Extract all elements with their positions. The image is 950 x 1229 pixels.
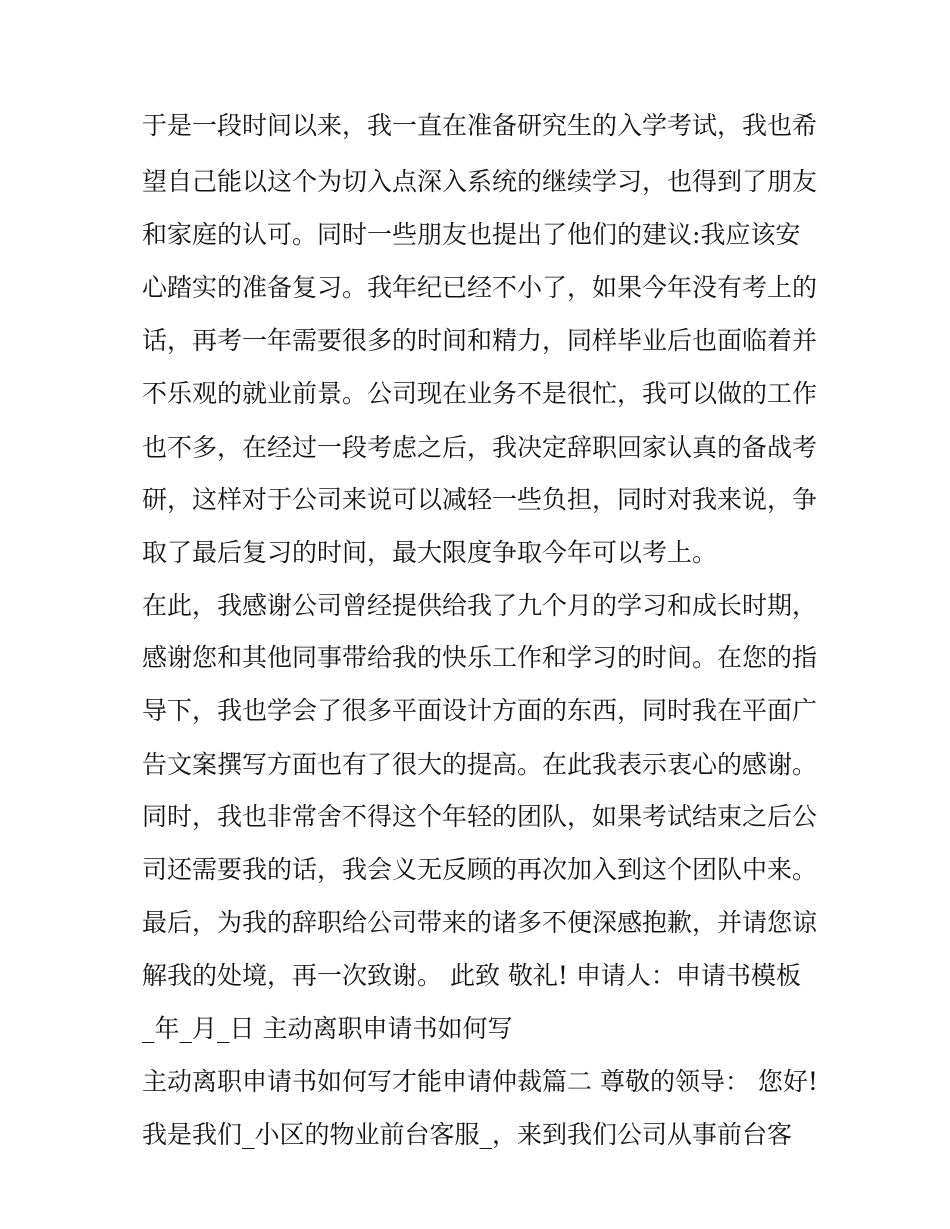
text-line: 导下，我也学会了很多平面设计方面的东西，同时我在平面广 [142, 696, 818, 725]
text-line: 取了最后复习的时间，最大限度争取今年可以考上。 [142, 538, 718, 567]
text-line: 最后，为我的辞职给公司带来的诸多不便深感抱歉，并请您谅 [142, 908, 818, 937]
text-line: 话，再考一年需要很多的时间和精力，同样毕业后也面临着并 [142, 326, 818, 355]
text-line: _年_月_日 主动离职申请书如何写 [142, 1014, 513, 1043]
text-line: 解我的处境，再一次致谢。 此致 敬礼! 申请人：申请书模板 [142, 961, 801, 990]
text-line: 研，这样对于公司来说可以减轻一些负担，同时对我来说，争 [142, 485, 818, 514]
text-line: 感谢您和其他同事带给我的快乐工作和学习的时间。在您的指 [142, 643, 818, 672]
text-line: 在此，我感谢公司曾经提供给我了九个月的学习和成长时期， [142, 591, 818, 620]
text-line: 心踏实的准备复习。我年纪已经不小了，如果今年没有考上的 [142, 273, 818, 302]
text-line: 主动离职申请书如何写才能申请仲裁篇二 尊敬的领导： 您好! [142, 1067, 818, 1096]
text-line: 同时，我也非常舍不得这个年轻的团队，如果考试结束之后公 [142, 802, 818, 831]
text-line: 也不多，在经过一段考虑之后，我决定辞职回家认真的备战考 [142, 433, 818, 462]
text-line: 我是我们_小区的物业前台客服_，来到我们公司从事前台客 [142, 1120, 793, 1149]
text-line: 于是一段时间以来，我一直在准备研究生的入学考试，我也希 [142, 111, 818, 140]
text-line: 司还需要我的话，我会义无反顾的再次加入到这个团队中来。 [142, 855, 818, 884]
text-line: 和家庭的认可。同时一些朋友也提出了他们的建议:我应该安 [142, 220, 801, 249]
text-line: 告文案撰写方面也有了很大的提高。在此我表示衷心的感谢。 [142, 750, 818, 779]
text-line: 望自己能以这个为切入点深入系统的继续学习，也得到了朋友 [142, 167, 818, 196]
text-line: 不乐观的就业前景。公司现在业务不是很忙，我可以做的工作 [142, 379, 818, 408]
